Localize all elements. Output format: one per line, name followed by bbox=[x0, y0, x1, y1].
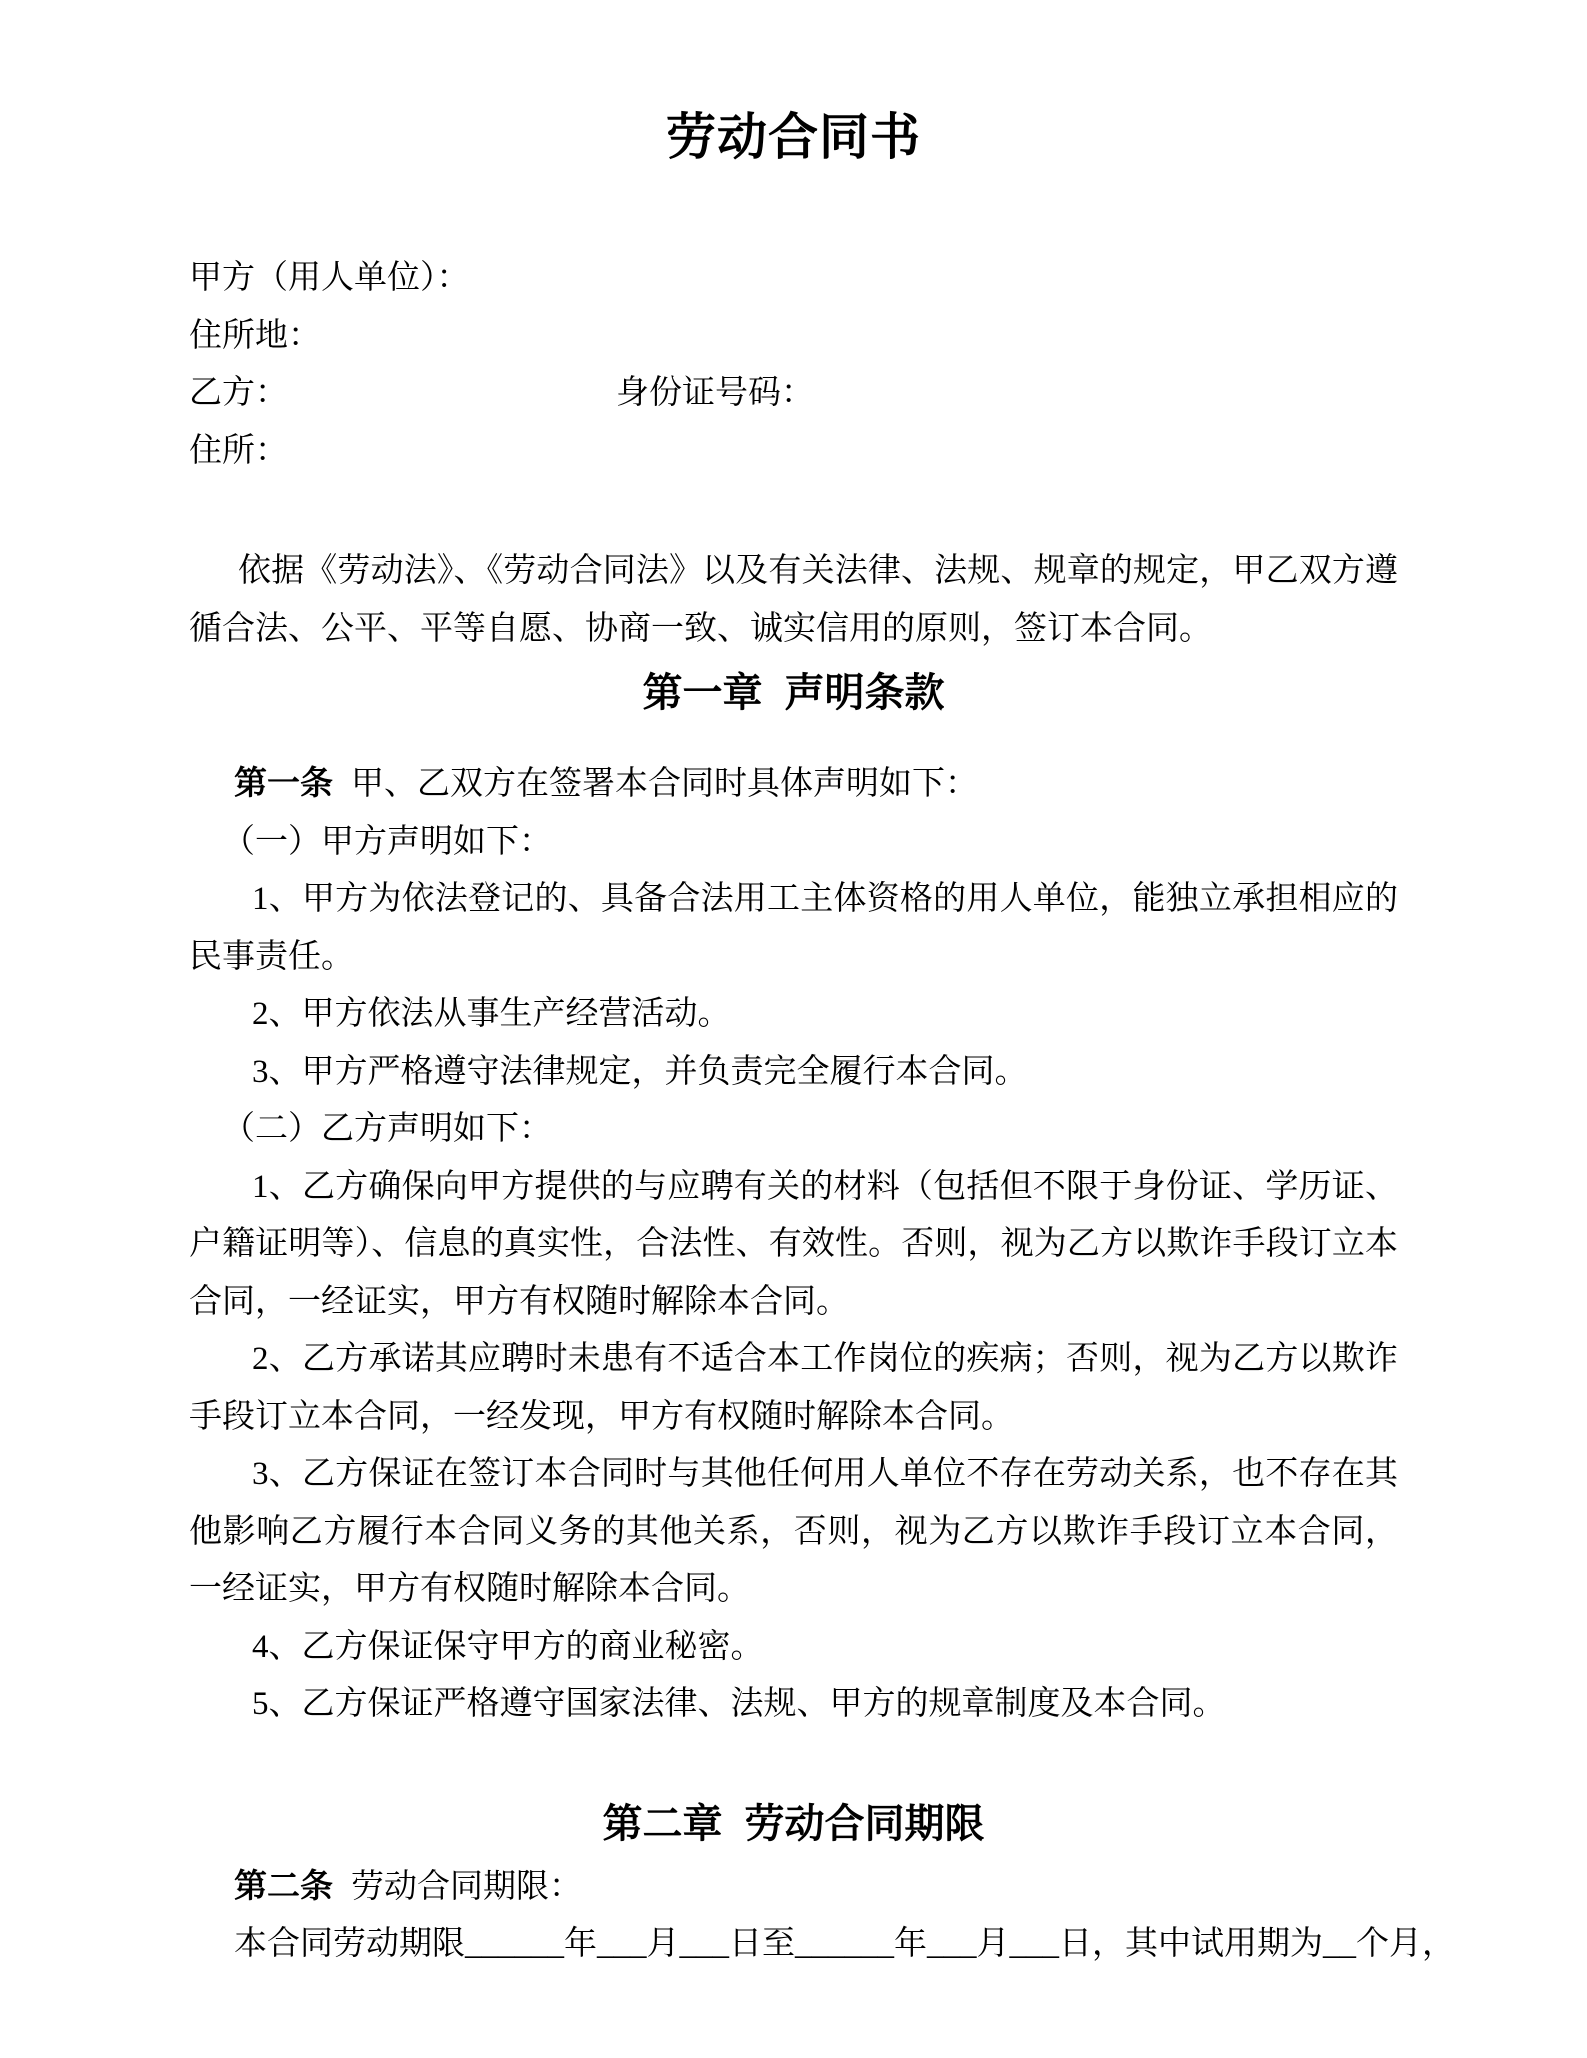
declaration-item: （一）甲方声明如下： bbox=[222, 823, 552, 860]
chapter1-heading: 第一章 声明条款 bbox=[642, 670, 945, 715]
article-1 bbox=[189, 756, 1398, 814]
article-2 bbox=[189, 1859, 1398, 1917]
party-info-block bbox=[189, 250, 1398, 480]
id-number-label: 身份证号码： bbox=[616, 375, 814, 411]
article-1-text: 甲、乙双方在签署本合同时具体声明如下： bbox=[351, 766, 978, 802]
declaration-item: 1、甲方为依法登记的、具备合法用工主体资格的用人单位，能独立承担相应的民事责任。 bbox=[189, 881, 1398, 975]
contract-document bbox=[0, 105, 1587, 1974]
document-title: 劳动合同书 bbox=[666, 109, 921, 165]
contract-term-blank-line: 本合同劳动期限______年___月___日至______年___月___日，其中试用期为__个月， bbox=[234, 1926, 1455, 1962]
article-1-label: 第一条 bbox=[234, 766, 333, 802]
party-a-address-line: 住所地： bbox=[189, 317, 321, 354]
declaration-item: 3、甲方严格遵守法律规定，并负责完全履行本合同。 bbox=[252, 1053, 1028, 1090]
declaration-item: 4、乙方保证保守甲方的商业秘密。 bbox=[252, 1628, 764, 1665]
article-2-label: 第二条 bbox=[234, 1868, 333, 1905]
declaration-item: 3、乙方保证在签订本合同时与其他任何用人单位不存在劳动关系，也不存在其他影响乙方履行本合同义务的其他关系，否则，视为乙方以欺诈手段订立本合同，一经证实，甲方有权随时解除本合同。 bbox=[189, 1456, 1398, 1607]
chapter2-heading: 第二章 劳动合同期限 bbox=[602, 1800, 985, 1846]
declaration-item: 2、乙方承诺其应聘时未患有不适合本工作岗位的疾病；否则，视为乙方以欺诈手段订立本合同，一经发现，甲方有权随时解除本合同。 bbox=[189, 1341, 1398, 1435]
declaration-item: 2、甲方依法从事生产经营活动。 bbox=[252, 996, 731, 1032]
party-b-address-line: 住所： bbox=[189, 432, 288, 469]
party-b-line bbox=[189, 365, 1398, 423]
declaration-item: （二）乙方声明如下： bbox=[222, 1111, 552, 1147]
intro-paragraph: 依据《劳动法》、《劳动合同法》以及有关法律、法规、规章的规定，甲乙双方遵循合法、公平、平等自愿、协商一致、诚实信用的原则，签订本合同。 bbox=[189, 553, 1398, 647]
declaration-item: 5、乙方保证严格遵守国家法律、法规、甲方的规章制度及本合同。 bbox=[252, 1686, 1226, 1722]
party-b-label: 乙方： bbox=[189, 375, 288, 411]
article-2-text: 劳动合同期限： bbox=[351, 1868, 582, 1905]
declaration-item: 1、乙方确保向甲方提供的与应聘有关的材料（包括但不限于身份证、学历证、户籍证明等）、信息的真实性，合法性、有效性。否则，视为乙方以欺诈手段订立本合同，一经证实，甲方有权随时解除本合同。 bbox=[189, 1168, 1398, 1320]
party-a-line: 甲方（用人单位）： bbox=[189, 260, 470, 296]
